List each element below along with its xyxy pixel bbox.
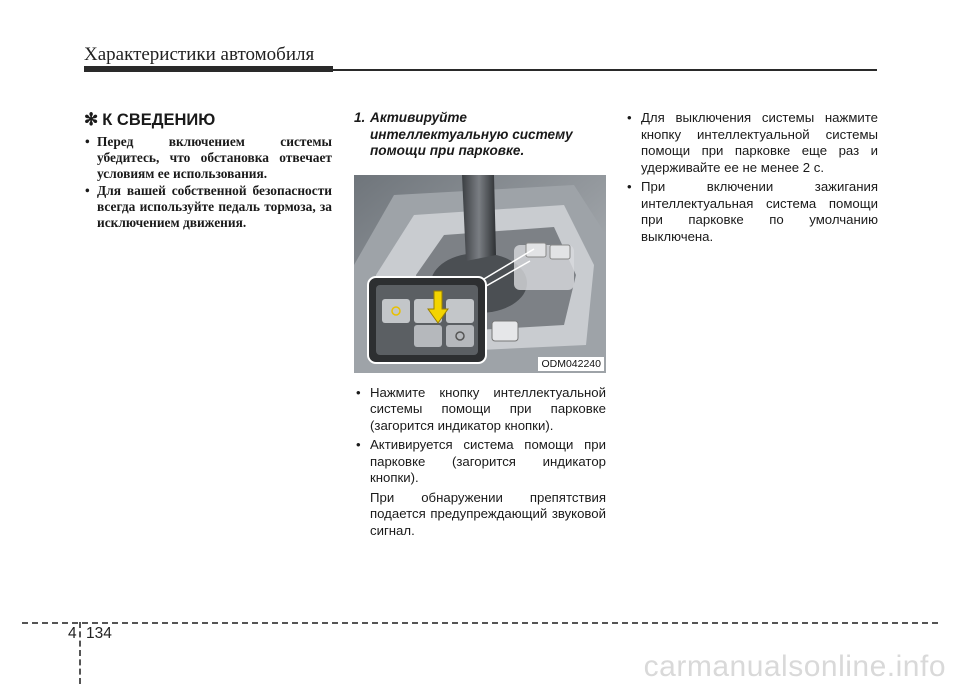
- asterisk-icon: ✻: [84, 110, 99, 129]
- footer-vertical-divider: [79, 622, 81, 684]
- list-paragraph: При обнаружении препятствия подается предупреждающий звуковой сигнал.: [370, 489, 606, 538]
- list-item: • Активируется система помощи при парковке (загорится индикатор кнопки).: [354, 437, 606, 487]
- chapter-number: 4: [68, 625, 77, 642]
- notice-heading: [84, 110, 332, 130]
- footer-divider: [22, 622, 938, 624]
- step-text: Активируйте интеллектуальную систему помощи при парковке.: [370, 110, 573, 158]
- figure-code: ODM042240: [538, 357, 604, 371]
- list-item: • При включении зажигания интеллектуальная система помощи при парковке по умолчанию выключена.: [625, 179, 878, 245]
- page-header-title: Характеристики автомобиля: [84, 44, 315, 65]
- step-1: [354, 110, 606, 160]
- notice-list: [84, 134, 332, 231]
- middle-column: [354, 110, 606, 542]
- notice-item: • Для вашей собственной безопасности всегда используйте педаль тормоза, за исключением движения.: [84, 183, 332, 231]
- header-rule-thick: [84, 66, 333, 72]
- watermark: carmanualsonline.info: [643, 650, 946, 683]
- notice-item: • Перед включением системы убедитесь, что обстановка отвечает условиям ее использования.: [84, 134, 332, 182]
- list-item: • Нажмите кнопку интеллектуальной системы помощи при парковке (загорится индикатор кнопки).: [354, 385, 606, 435]
- console-illustration: [354, 175, 606, 373]
- notice-title: К СВЕДЕНИЮ: [102, 110, 216, 129]
- page-number: 134: [86, 625, 112, 642]
- right-column: [625, 110, 878, 248]
- right-list: [625, 110, 878, 245]
- list-item: • Для выключения системы нажмите кнопку интеллектуальной системы помощи при парковке еще раз и удерживайте ее не менее 2 с.: [625, 110, 878, 176]
- step-number: 1.: [354, 110, 366, 125]
- left-column: [84, 110, 332, 232]
- console-photo: [354, 175, 606, 373]
- header-rule-thin: [333, 69, 877, 71]
- middle-list: [354, 385, 606, 540]
